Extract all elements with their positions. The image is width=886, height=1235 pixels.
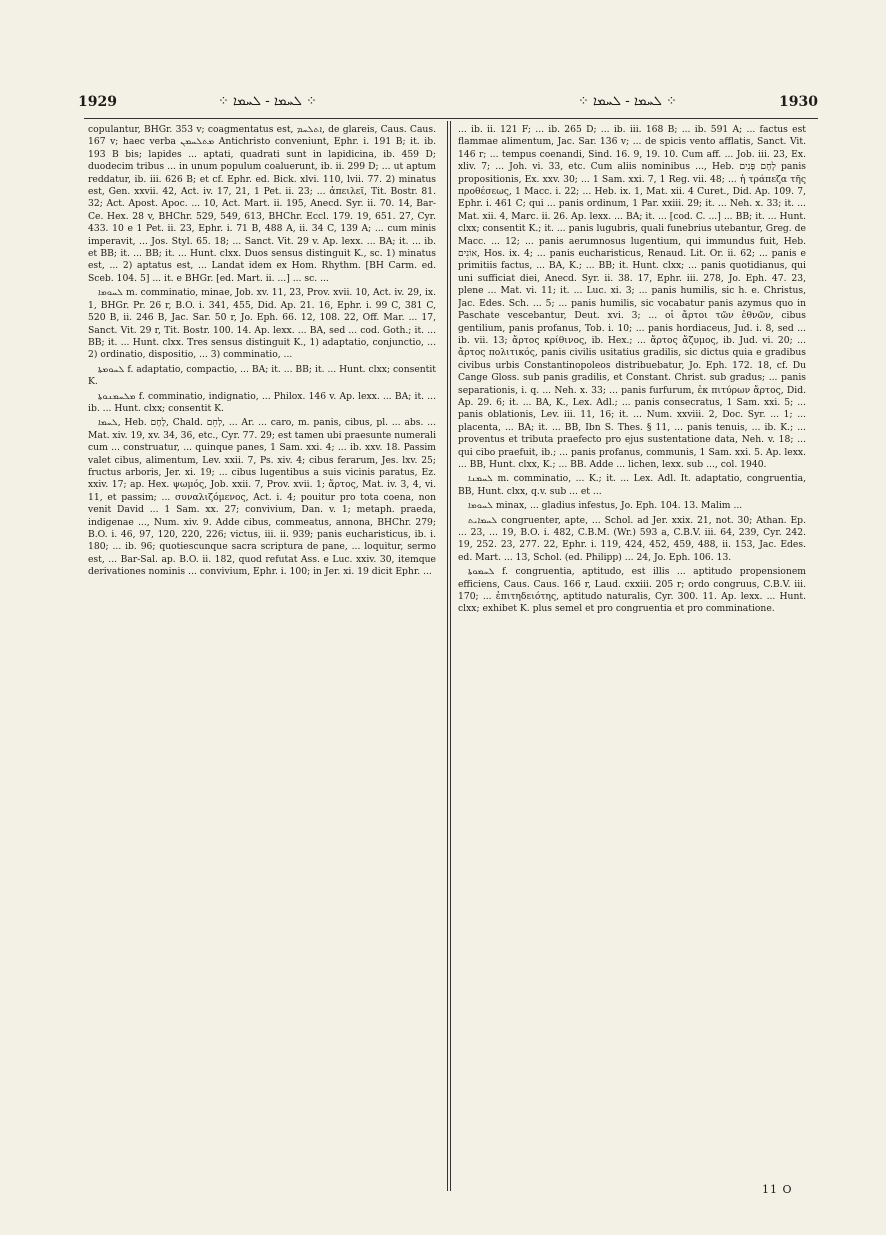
left-entry-adaptatio: ܠܚܘܡܬܐ f. adaptatio, compactio, ... BA; it. ... BB; it. ... Hunt. clxx; consentit K. — [88, 363, 436, 388]
left-entry-indignatio: ܡܠܚܡܢܘܬܐ f. comminatio, indignatio, ... Philox. 146 v. Ap. lexx. ... BA; it. ... ib. ... Hunt. clxx; consentit K. — [88, 390, 436, 414]
right-entry-minax: ܠܚܘܡܐ minax, ... gladius infestus, Jo. Eph. 104. 13. Malim ... — [468, 500, 743, 512]
right-entry-comminatio: ܠܚܡܢܐ m. comminatio, ... K.; it. ... Lex. Adl. It. adaptatio, congruentia, BB, Hunt. clxx, q.v. sub ... et ... — [458, 473, 806, 497]
right-entry-congruentia: ܠܚܡܘܬܐ f. congruentia, aptitudo, est illis ... aptitudo propensionem efficiens, Caus. Caus. 166 r, Laud. cxxiii. 205 r; ordo congruus, C.B.V. iii. 170; ... ἐπιτηδειότης, aptitudo naturalis, Cyr. 300. 11. Ap. lexx. ... Hunt. clxx; exhibet K. plus semel et pro congruentia et pro comminatione. — [458, 566, 806, 615]
running-title-right: ⁘ ܠܚܡܐ - ܠܚܡܐ ⁘ — [578, 94, 677, 109]
right-column — [458, 124, 806, 1194]
header-rule — [84, 118, 818, 119]
page-header — [78, 90, 818, 120]
column-divider — [447, 121, 448, 1191]
page-number-right: 1930 — [779, 94, 818, 110]
right-entry-congruenter: ܠܚܡܐܝܬ congruenter, apte, ... Schol. ad Jer. xxix. 21, not. 30; Athan. Ep. ... 23, ... 19, B.O. i. 482, C.B.M. (Wr.) 593 a, C.B.V. iii. 64, 239, Cyr. 242. 19, 252. 23, 277. 22, Ephr. i. 119, 424, 452, 459, 488, ii. 153, Jac. Edes. ed. Mart. ... 13, Schol. (ed. Philipp) ... 24, Jo. Eph. 106. 13. — [458, 514, 806, 563]
left-entry-copulantur: copulantur, BHGr. 353 v; coagmentatus est, ܐܬܠܚܡ, de glareis, Caus. Caus. 167 v; haec verba ܡܬܠܚܡܢ Antichristo conveniunt, Ephr. i. 191 B; it. ib. 193 B bis; lapides ... aptati, quadrati sunt in lapidicina, ib. 459 D; duodecim tribus ... in unum populum coaluerunt, ib. ii. 299 D; ... ut aptum reddatur, ib. iii. 626 B; et cf. Ephr. ed. Bick. xlvi. 110, lvii. 77. 2) minatus est, Gen. xxvii. 42, Act. iv. 17, 21, 1 Pet. ii. 23; ... ἀπειλεῖ, Tit. Bostr. 81. 32; Act. Apost. Apoc. ... 10, Act. Mart. ii. 195, Anecd. Syr. ii. 70. 14, Bar-Ce. Hex. 28 v, BHChr. 529, 549, 613, BHChr. Eccl. 179. 19, 651. 27, Cyr. 433. 10 e 1 Pet. ii. 23, Ephr. i. 71 B, 488 A, ii. 34 C, 139 A; ... cum minis imperavit, ... Jos. Styl. 65. 18; ... Sanct. Vit. 29 v. Ap. lexx. ... BA; it. ... ib. et BB; it. ... BB; it. ... Hunt. clxx. Duos sensus distinguit K., sc. 1) minatus est, ... 2) aptatus est, ... Landat idem ex Hom. Rhythm. [BH Carm. ed. Sceb. 104. 5] ... it. e BHGr. [ed. Mart. ii. ...] ... sc. ... — [88, 124, 436, 284]
signature-mark: 11 O — [762, 1183, 793, 1196]
column-divider-secondary — [450, 121, 451, 1191]
running-title-left: ⁘ ܠܚܡܐ - ܠܚܡܐ ⁘ — [218, 94, 317, 109]
right-entry-panis-continued: ... ib. ii. 121 F; ... ib. 265 D; ... ib. iii. 168 B; ... ib. 591 A; ... factus est flammae alimentum, Jac. Sar. 136 v; ... de spicis vento afflatis, Sanct. Vit. 146 r; ... tempus coenandi, Sind. 16. 9, 19. 10. Cum aff. ... Job. iii. 23, Ex. xliv. 7; ... Joh. vi. 33, etc. Cum aliis nominibus ..., Heb. לֶחֶם פָּנִים panis propositionis, Ex. xxv. 30; ... 1 Sam. xxi. 7, 1 Reg. vii. 48; ... ἡ τράπεζα τῆς προθέσεως, 1 Macc. i. 22; ... Heb. ix. 1, Mat. xii. 4 Curet., Did. Ap. 109. 7, Ephr. i. 461 C; qui ... panis ordinum, 1 Par. xxiii. 29; it. ... Neh. x. 33; it. ... Mat. xii. 4, Marc. ii. 26. Ap. lexx. ... BA; it. ... [cod. C. ...] ... BB; it. ... Hunt. clxx; consentit K.; it. ... panis lugubris, quali funebrius utebantur, Greg. de Macc. ... 12; ... panis aerumnosus lugentium, qui immundus fuit, Heb. אוֹנִים, Hos. ix. 4; ... panis eucharisticus, Renaud. Lit. Or. ii. 62; ... panis e primitiis factus, ... BA, K.; ... BB; it. Hunt. clxx; ... panis quotidianus, qui uni sufficiat diei, Anecd. Syr. ii. 38. 17, Ephr. iii. 278, Jo. Eph. 47. 23, plene ... Mat. vi. 11; it. ... Luc. xi. 3; ... panis humilis, sic h. e. Christus, Jac. Edes. Sch. ... 5; ... panis humilis, sic vocabatur panis azymus quo in Paschate vescebantur, Deut. xvi. 3; ... οἱ ἄρτοι τῶν ἐθνῶν, cibus gentilium, panis profanus, Tob. i. 10; ... panis hordiaceus, Jud. i. 8, sed ... ib. vii. 13; ἄρτος κρίθινος, ib. Hex.; ... ἄρτος ἄζυμος, ib. Jud. vi. 20; ... ἄρτος πολιτικός, panis civilis usitatius gradilis, sic dictus quia e gradibus civibus urbis Constantinopoleos distribuebatur, Jo. Eph. 172. 18, cf. Du Cange Gloss. sub panis gradilis, et Constant. Christ. sub gradus; ... panis separationis, i. q. ... Neh. x. 33; ... panis furfurum, ἐκ πιτύρων ἄρτος, Did. Ap. 29. 6; it. ... BA, K., Lex. Adl.; ... panis consecratus, 1 Sam. xxi. 5; ... panis oblationis, Lev. iii. 11, 16; it. ... Num. xxviii. 2, Doc. Syr. ... 1; ... placenta, ... BA; it. ... BB, Ibn S. Thes. § 11, ... panis tenuis, ... ib. K.; ... proventus et tributa praefecto pro ejus sustentatione data, Neh. v. 18; ... qui cibo praefuit, ib.; ... panis profanus, communis, 1 Sam. xxi. 5. Ap. lexx. ... BB, Hunt. clxx, K.; ... BB. Adde ... lichen, lexx. sub ..., col. 1940. — [458, 124, 806, 470]
left-entry-comminatio: ܠܚܘܡܐ m. comminatio, minae, Job. xv. 11, 23, Prov. xvii. 10, Act. iv. 29, ix. 1, BHGr. Pr. 26 r, B.O. i. 341, 455, Did. Ap. 21. 16, Ephr. i. 99 C, 381 C, 520 B, ii. 246 B, Jac. Sar. 50 r, Jo. Eph. 66. 12, 108. 22, Off. Mar. ... 17, Sanct. Vit. 29 r, Tit. Bostr. 100. 14. Ap. lexx. ... BA, sed ... cod. Goth.; it. ... BB; it. ... Hunt. clxx. Tres sensus distinguit K., 1) adaptatio, conjunctio, ... 2) ordinatio, dispositio, ... 3) comminatio, ... — [88, 287, 436, 361]
left-entry-panis: ܠܚܡܐ, Heb. לֶחֶם, Chald. לְחֵם, ... Ar. ... caro, m. panis, cibus, pl. ... abs. ... Mat. xiv. 19, xv. 34, 36, etc., Cyr. 77. 29; est tamen ubi praesunte numerali cum ... construatur, ... quinque panes, 1 Sam. xxi. 4; ... ib. xxv. 18. Passim valet cibus, alimentum, Lev. xxii. 7, Ps. xiv. 4; cibus ferarum, Jes. lxv. 25; fructus arboris, Jer. xi. 19; ... cibus lugentibus a suis vicinis paratus, Ez. xxiv. 17; ap. Hex. ψωμός, Job. xxii. 7, Prov. xvii. 1; ἄρτος, Mat. iv. 3, 4, vi. 11, et passim; ... συναλιζόμενος, Act. i. 4; pouitur pro tota coena, non venit David ... 1 Sam. xx. 27; convivium, Dan. v. 1; metaph. praeda, indigenae ..., Num. xiv. 9. Adde cibus, commeatus, annona, BHChr. 279; B.O. i. 46, 97, 120, 220, 226; victus, iii. ii. 939; panis eucharisticus, ib. i. 180; ... ib. 96; quotiescunque sacra scriptura de pane, ... loquitur, sermo est, ... Bar-Sal. ap. B.O. ii. 182, quod refutat Ass. e Luc. xxiv. 30, itemque derivationes nominis ... convivium, Ephr. i. 100; in Jer. xi. 19 dicit Ephr. ... — [88, 417, 436, 578]
page-number-left: 1929 — [78, 94, 117, 110]
left-column — [88, 124, 436, 1194]
